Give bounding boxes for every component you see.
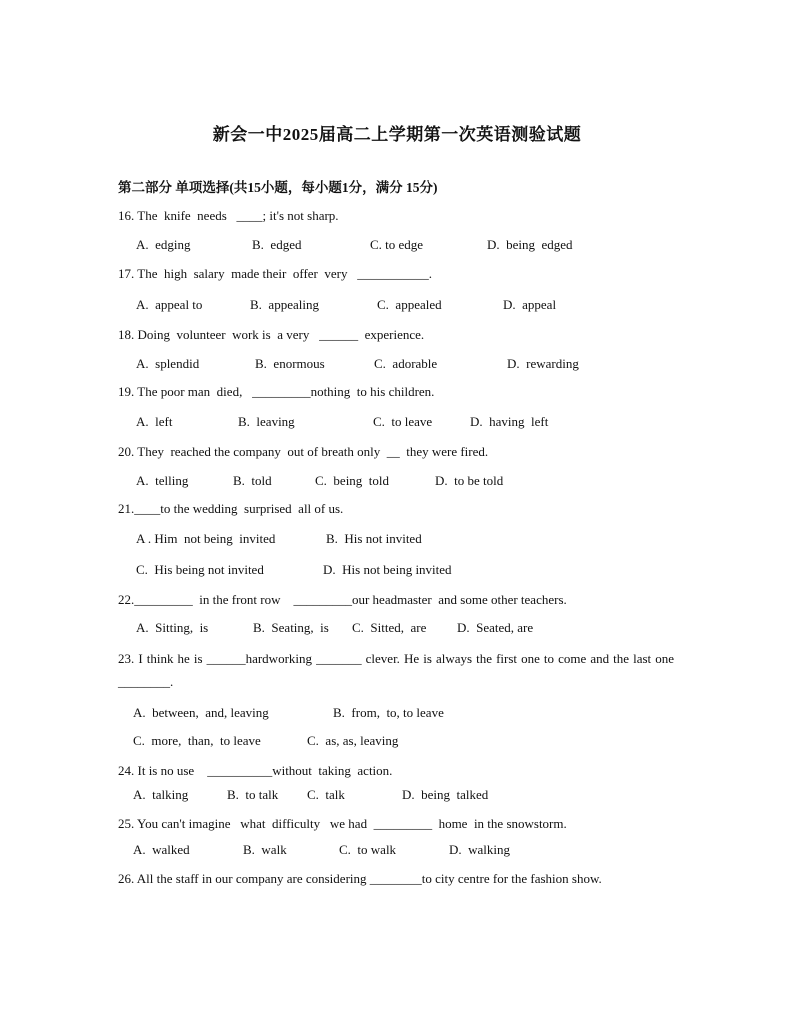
question-18-option-a: A. splendid [136,356,200,371]
question-19-option-a: A. left [136,414,173,429]
question-20-stem: 20. They reached the company out of breath only __ they were fired. [118,444,489,459]
question-25-option-b: B. walk [243,842,287,857]
question-16-stem: 16. The knife needs ____; it's not sharp. [118,208,339,223]
question-24-option-d: D. being talked [402,787,489,802]
question-26-stem: 26. All the staff in our company are considering ________to city centre for the fashion show. [118,871,602,886]
question-23-option-c: C. more, than, to leave [133,733,261,748]
question-16-option-d: D. being edged [487,237,573,252]
question-22-option-c: C. Sitted, are [352,620,427,635]
question-23-option-a: A. between, and, leaving [133,705,269,720]
question-21-stem: 21.____to the wedding surprised all of us. [118,501,344,516]
question-20-option-c: C. being told [315,473,390,488]
question-16-option-b: B. edged [252,237,302,252]
question-25-option-a: A. walked [133,842,190,857]
question-20-option-b: B. told [233,473,272,488]
exam-title: 新会一中2025届高二上学期第一次英语测验试题 [212,125,582,144]
question-25-stem: 25. You can't imagine what difficulty we had _________ home in the snowstorm. [118,816,567,831]
question-25-option-d: D. walking [449,842,511,857]
question-23-option-b: B. from, to, to leave [333,705,444,720]
question-24-option-a: A. talking [133,787,189,802]
question-17-option-c: C. appealed [377,297,442,312]
question-16-option-c: C. to edge [370,237,424,252]
question-21-option-a: A . Him not being invited [136,531,276,546]
question-24-stem: 24. It is no use __________without taking action. [118,763,393,778]
question-18-option-c: C. adorable [374,356,438,371]
question-21-option-d: D. His not being invited [323,562,452,577]
question-17-option-a: A. appeal to [136,297,203,312]
question-22-option-b: B. Seating, is [253,620,329,635]
question-22-option-d: D. Seated, are [457,620,534,635]
question-23-option-d: C. as, as, leaving [307,733,399,748]
question-16-option-a: A. edging [136,237,191,252]
question-17-stem: 17. The high salary made their offer very ___________. [118,266,432,281]
question-17-option-d: D. appeal [503,297,557,312]
question-18-option-d: D. rewarding [507,356,579,371]
question-18-option-b: B. enormous [255,356,325,371]
question-24-option-b: B. to talk [227,787,279,802]
question-20-option-d: D. to be told [435,473,504,488]
section-heading: 第二部分 单项选择(共15小题，每小题1分，满分 15分) [118,180,438,195]
question-19-option-c: C. to leave [373,414,433,429]
question-25-option-c: C. to walk [339,842,397,857]
question-19-option-b: B. leaving [238,414,295,429]
question-19-option-d: D. having left [470,414,549,429]
question-23-stem: 23. I think he is ______hardworking _______ clever. He is always the first one to come and the last one ________. [118,651,674,689]
question-18-stem: 18. Doing volunteer work is a very ______ experience. [118,327,425,342]
question-17-option-b: B. appealing [250,297,319,312]
question-21-option-c: C. His being not invited [136,562,264,577]
question-24-option-c: C. talk [307,787,345,802]
question-22-option-a: A. Sitting, is [136,620,209,635]
question-22-stem: 22._________ in the front row _________our headmaster and some other teachers. [118,592,567,607]
question-19-stem: 19. The poor man died, _________nothing to his children. [118,384,435,399]
question-21-option-b: B. His not invited [326,531,422,546]
question-20-option-a: A. telling [136,473,189,488]
